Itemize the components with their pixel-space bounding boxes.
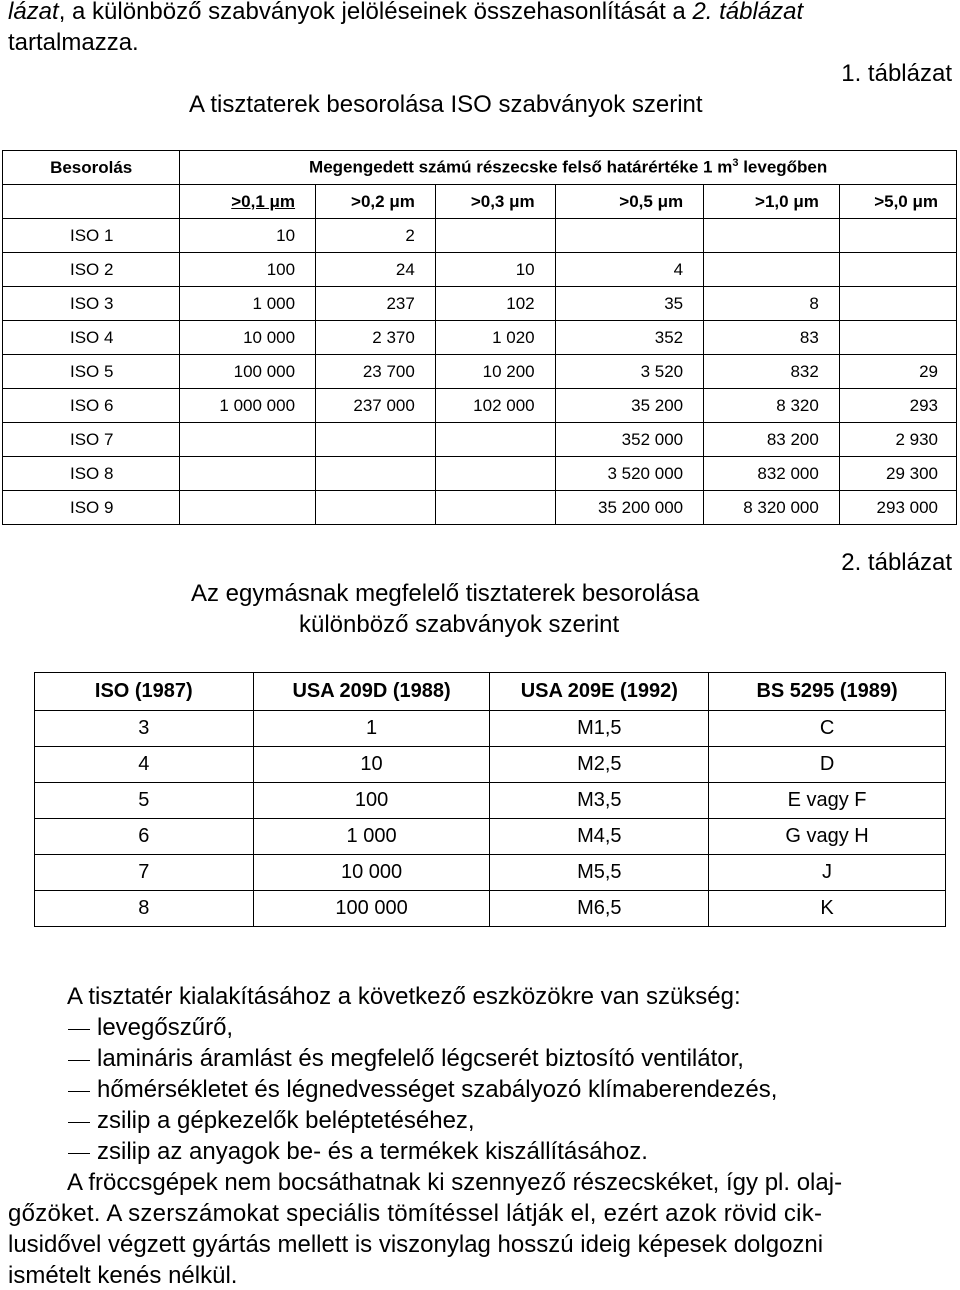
table-cell: 1 000 000 — [180, 389, 316, 423]
row-class-label: ISO 5 — [3, 355, 180, 389]
table-cell: 4 — [555, 253, 703, 287]
table-cell: K — [709, 891, 946, 927]
body-lead: A tisztatér kialakításához a következő eszközökre van szükség: — [67, 983, 741, 1010]
table2-title-line-1: Az egymásnak megfelelő tisztaterek besorolása — [191, 580, 700, 607]
table1-title: A tisztaterek besorolása ISO szabványok szerint — [189, 91, 703, 118]
table-row — [3, 423, 957, 457]
table-cell — [435, 219, 555, 253]
table-cell: 29 — [839, 355, 956, 389]
table-cell — [839, 253, 956, 287]
group-header-b: levegőben — [738, 157, 828, 177]
intro-italic-start: lázat — [8, 0, 59, 25]
table-cell: 1 000 — [180, 287, 316, 321]
row-class-label: ISO 2 — [3, 253, 180, 287]
paragraph-line-3: lusidővel végzett gyártás mellett is viszonylag hosszú ideig képesek dolgozni — [8, 1231, 824, 1258]
table-row — [35, 711, 946, 747]
row-class-label: ISO 3 — [3, 287, 180, 321]
size-header-text: >1,0 μm — [755, 191, 819, 211]
table-cell: 100 — [253, 783, 490, 819]
bullet-item: zsilip a gépkezelők beléptetéséhez, — [97, 1107, 475, 1134]
table-cell: 102 — [435, 287, 555, 321]
table2-number: 2. táblázat — [841, 549, 952, 576]
table-cell: 83 200 — [704, 423, 840, 457]
table-cell: 10 200 — [435, 355, 555, 389]
table-row — [3, 287, 957, 321]
table-row — [3, 253, 957, 287]
table2-body — [35, 711, 946, 927]
table-cell — [704, 219, 840, 253]
table-cell: 8 320 — [704, 389, 840, 423]
table-cell: 2 930 — [839, 423, 956, 457]
table-cell: 100 — [180, 253, 316, 287]
bullet-item: zsilip az anyagok be- és a termékek kiszállításához. — [97, 1138, 648, 1165]
intro-text: , a különböző szabványok jelöléseinek összehasonlítását a — [58, 0, 693, 25]
row-class-label: ISO 6 — [3, 389, 180, 423]
table-row — [35, 891, 946, 927]
table-cell: 237 000 — [316, 389, 436, 423]
size-header — [555, 185, 703, 219]
bullet-item: lamináris áramlást és megfelelő légcserét biztosító ventilátor, — [97, 1045, 744, 1072]
table-cell: 3 520 000 — [555, 457, 703, 491]
paragraph-line-4: ismételt kenés nélkül. — [8, 1262, 238, 1289]
table-row — [3, 457, 957, 491]
table-cell: 7 — [35, 855, 254, 891]
group-header-a: Megengedett számú részecske felső határértéke 1 m — [309, 157, 733, 177]
size-header-text: >0,5 μm — [619, 191, 684, 211]
paragraph-line-2: gőzöket. A szerszámokat speciális tömítéssel látják el, ezért azok rövid cik- — [8, 1200, 823, 1227]
table-row — [3, 389, 957, 423]
table-cell: 3 520 — [555, 355, 703, 389]
bullet-dash — [68, 1153, 90, 1154]
table-cell: C — [709, 711, 946, 747]
table-row — [3, 355, 957, 389]
table-cell: 10 000 — [180, 321, 316, 355]
table-cell: 2 — [316, 219, 436, 253]
size-header-text: >5,0 μm — [874, 191, 938, 211]
col-header-usa209e: USA 209E (1992) — [490, 673, 709, 711]
intro-line-1 — [8, 0, 956, 26]
table-row — [35, 783, 946, 819]
table-cell — [435, 423, 555, 457]
table-cell: 8 — [35, 891, 254, 927]
table-cell — [555, 219, 703, 253]
table-cell: 83 — [704, 321, 840, 355]
table-cell — [180, 423, 316, 457]
table-cell: 3 — [35, 711, 254, 747]
table-cell — [435, 491, 555, 525]
table-cell: M2,5 — [490, 747, 709, 783]
table-cell: 2 370 — [316, 321, 436, 355]
group-header-sup: 3 — [732, 157, 739, 170]
table-cell: 1 — [253, 711, 490, 747]
table-cell — [839, 287, 956, 321]
table-cell: 35 200 000 — [555, 491, 703, 525]
size-header — [435, 185, 555, 219]
table-cell: 4 — [35, 747, 254, 783]
table-row — [3, 219, 957, 253]
table-cell: 832 000 — [704, 457, 840, 491]
table-cell: 293 000 — [839, 491, 956, 525]
table-cell: 10 — [180, 219, 316, 253]
table-cell: M5,5 — [490, 855, 709, 891]
table-cell: E vagy F — [709, 783, 946, 819]
size-header — [704, 185, 840, 219]
table-cell — [839, 321, 956, 355]
table-cell: M3,5 — [490, 783, 709, 819]
table-cell: 100 000 — [253, 891, 490, 927]
table-header-row — [35, 673, 946, 711]
table-cell: D — [709, 747, 946, 783]
table-cell: 35 200 — [555, 389, 703, 423]
bullet-item: levegőszűrő, — [97, 1014, 234, 1041]
table-header-row — [3, 185, 957, 219]
table-cell: 10 — [253, 747, 490, 783]
table-cell: 352 — [555, 321, 703, 355]
table-cell: M1,5 — [490, 711, 709, 747]
table-cell — [180, 491, 316, 525]
intro-table-ref: 2. táblázat — [692, 0, 804, 25]
row-class-label: ISO 9 — [3, 491, 180, 525]
table-row — [35, 747, 946, 783]
table2-title-line-2: különböző szabványok szerint — [299, 611, 620, 638]
row-class-label: ISO 8 — [3, 457, 180, 491]
table-cell: 237 — [316, 287, 436, 321]
bullet-dash — [68, 1091, 90, 1092]
table-cell — [316, 423, 436, 457]
row-class-label: ISO 7 — [3, 423, 180, 457]
table-cell: 35 — [555, 287, 703, 321]
bullet-dash — [68, 1122, 90, 1123]
table-cell: 10 000 — [253, 855, 490, 891]
intro-line-2: tartalmazza. — [8, 29, 139, 56]
row-class-label: ISO 4 — [3, 321, 180, 355]
size-header-text: >0,3 μm — [470, 191, 535, 211]
table-cell: 5 — [35, 783, 254, 819]
table-row — [3, 491, 957, 525]
bullet-item: hőmérsékletet és légnedvességet szabályozó klímaberendezés, — [97, 1076, 778, 1103]
table-cell: 6 — [35, 819, 254, 855]
table-cell: 10 — [435, 253, 555, 287]
table-cell: M4,5 — [490, 819, 709, 855]
bullet-dash — [68, 1060, 90, 1061]
table-cell: 832 — [704, 355, 840, 389]
table-cell: G vagy H — [709, 819, 946, 855]
paragraph-line-1: A fröccsgépek nem bocsáthatnak ki szennyező részecskéket, így pl. olaj- — [67, 1169, 843, 1196]
table-cell: 23 700 — [316, 355, 436, 389]
table1-body — [3, 219, 957, 525]
iso-classification-table — [2, 150, 957, 525]
table-cell: M6,5 — [490, 891, 709, 927]
table-cell: 293 — [839, 389, 956, 423]
size-header — [180, 185, 316, 219]
table-cell — [316, 491, 436, 525]
table-row — [35, 855, 946, 891]
table-cell: 8 320 000 — [704, 491, 840, 525]
table-cell: 1 000 — [253, 819, 490, 855]
col-header-group — [180, 151, 957, 185]
table-cell: J — [709, 855, 946, 891]
size-header — [839, 185, 956, 219]
table-cell: 1 020 — [435, 321, 555, 355]
table-cell — [180, 457, 316, 491]
table-cell — [435, 457, 555, 491]
table-cell: 352 000 — [555, 423, 703, 457]
table-cell — [704, 253, 840, 287]
col-header-class: Besorolás — [3, 151, 180, 185]
bullet-dash — [68, 1029, 90, 1030]
col-header-bs5295: BS 5295 (1989) — [709, 673, 946, 711]
table-row — [3, 321, 957, 355]
table-cell: 8 — [704, 287, 840, 321]
table-cell: 102 000 — [435, 389, 555, 423]
table-cell — [316, 457, 436, 491]
table-header-row — [3, 151, 957, 185]
table1-number: 1. táblázat — [841, 60, 952, 87]
table-cell: 29 300 — [839, 457, 956, 491]
size-header-text: >0,1 μm — [231, 191, 296, 211]
table-cell — [839, 219, 956, 253]
table-cell: 24 — [316, 253, 436, 287]
size-header — [316, 185, 436, 219]
table-cell: 100 000 — [180, 355, 316, 389]
table-row — [35, 819, 946, 855]
row-class-label: ISO 1 — [3, 219, 180, 253]
standards-comparison-table — [34, 672, 946, 927]
col-header-usa209d: USA 209D (1988) — [253, 673, 490, 711]
size-header-text: >0,2 μm — [351, 191, 415, 211]
col-header-iso: ISO (1987) — [35, 673, 254, 711]
empty-cell — [3, 185, 180, 219]
